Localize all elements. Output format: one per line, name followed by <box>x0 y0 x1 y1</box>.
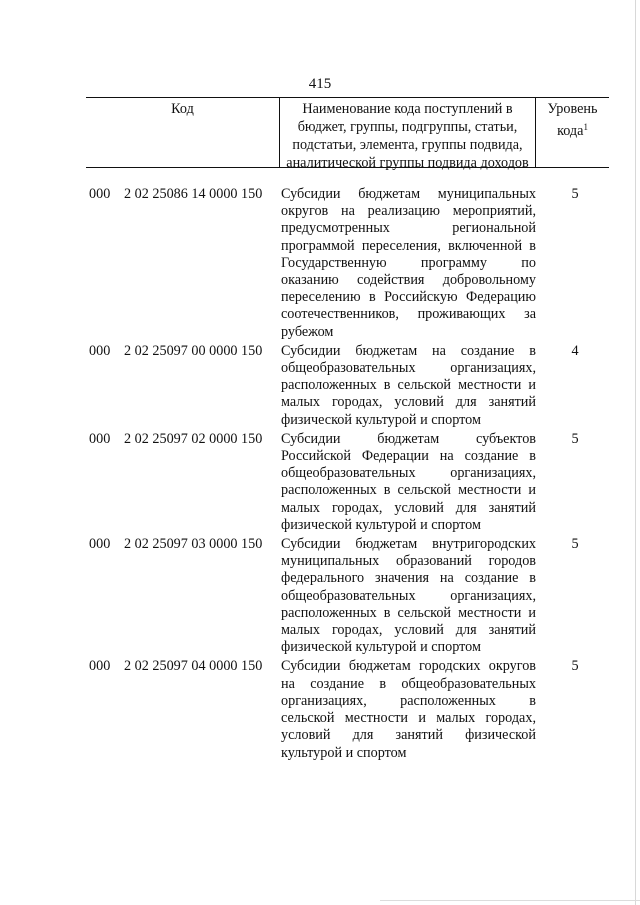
code-level: 4 <box>571 342 579 359</box>
description-line: условий для занятий физической <box>281 727 536 744</box>
description-line: на создание в общеобразовательных <box>281 675 536 692</box>
description-line: Субсидии бюджетам внутригородских <box>281 536 536 553</box>
income-code: 2 02 25086 14 0000 150 <box>124 186 263 202</box>
header-name-line: аналитической группы подвида доходов <box>286 155 529 171</box>
description-line: Субсидии бюджетам муниципальных <box>281 186 536 202</box>
description-line: физической культурой и спортом <box>281 516 481 533</box>
admin-code: 000 <box>89 430 111 447</box>
footnote-mark: 1 <box>583 122 588 132</box>
description-line: организациях, расположенных в <box>281 692 536 709</box>
table-header <box>86 97 609 171</box>
description-line: общеобразовательных организациях, <box>281 587 536 604</box>
description-line: малых городах, условий для занятий <box>281 499 536 516</box>
description-line: переселению в Российскую Федерацию <box>281 289 536 306</box>
header-name-line: бюджет, группы, подгруппы, статьи, <box>297 119 518 135</box>
description-line: физической культурой и спортом <box>281 411 481 428</box>
table-body <box>0 186 640 762</box>
scan-edge <box>635 0 636 905</box>
description-line: программой переселения, включенной в <box>281 237 536 254</box>
admin-code: 000 <box>89 536 111 553</box>
description-line: соотечественников, проживающих за <box>281 306 536 323</box>
description-line: Субсидии бюджетам на создание в <box>281 342 536 359</box>
income-code: 2 02 25097 03 0000 150 <box>124 536 263 553</box>
description-line: малых городах, условий для занятий <box>281 394 536 411</box>
description-line: округов на реализацию мероприятий, <box>281 203 536 220</box>
table-row <box>0 431 640 534</box>
header-level-line2 <box>536 118 609 140</box>
admin-code: 000 <box>89 186 111 202</box>
description-line: муниципальных образований городов <box>281 553 536 570</box>
header-level-line1: Уровень <box>547 101 598 117</box>
description-line: расположенных в сельской местности и <box>281 377 536 394</box>
code-level: 5 <box>571 658 579 675</box>
description-line: сельской местности и малых городах, <box>281 710 536 727</box>
income-code: 2 02 25097 00 0000 150 <box>124 342 263 359</box>
income-description <box>281 343 536 429</box>
description-line: предусмотренных региональной <box>281 220 536 237</box>
admin-code: 000 <box>89 658 111 675</box>
header-level <box>536 100 609 140</box>
scan-edge <box>380 900 640 901</box>
code-level: 5 <box>571 186 579 202</box>
description-line: рубежом <box>281 323 334 340</box>
admin-code: 000 <box>89 342 111 359</box>
table-row <box>0 186 640 341</box>
header-code: Код <box>171 101 194 117</box>
income-code: 2 02 25097 02 0000 150 <box>124 430 263 447</box>
income-description <box>281 658 536 761</box>
description-line: Субсидии бюджетам городских округов <box>281 658 536 675</box>
description-line: расположенных в сельской местности и <box>281 482 536 499</box>
header-level-word: кода <box>557 123 584 139</box>
income-description <box>281 536 536 656</box>
income-description <box>281 431 536 534</box>
description-line: общеобразовательных организациях, <box>281 360 536 377</box>
header-name-line: Наименование кода поступлений в <box>302 101 513 117</box>
description-line: общеобразовательных организациях, <box>281 465 536 482</box>
page-number: 415 <box>308 76 332 92</box>
description-line: федерального значения на создание в <box>281 570 536 587</box>
header-name <box>280 100 535 172</box>
table-row <box>0 536 640 656</box>
description-line: культурой и спортом <box>281 744 407 761</box>
description-line: Субсидии бюджетам субъектов <box>281 430 536 447</box>
table-row <box>0 658 640 761</box>
description-line: Государственную программу по <box>281 254 536 271</box>
description-line: оказанию содействия добровольному <box>281 272 536 289</box>
income-code: 2 02 25097 04 0000 150 <box>124 658 263 675</box>
table-row <box>0 343 640 429</box>
description-line: расположенных в сельской местности и <box>281 604 536 621</box>
code-level: 5 <box>571 430 579 447</box>
income-description <box>281 186 536 341</box>
description-line: физической культурой и спортом <box>281 639 481 656</box>
code-level: 5 <box>571 536 579 553</box>
description-line: малых городах, условий для занятий <box>281 622 536 639</box>
header-name-line: подстатьи, элемента, группы подвида, <box>292 137 523 153</box>
description-line: Российской Федерации на создание в <box>281 448 536 465</box>
